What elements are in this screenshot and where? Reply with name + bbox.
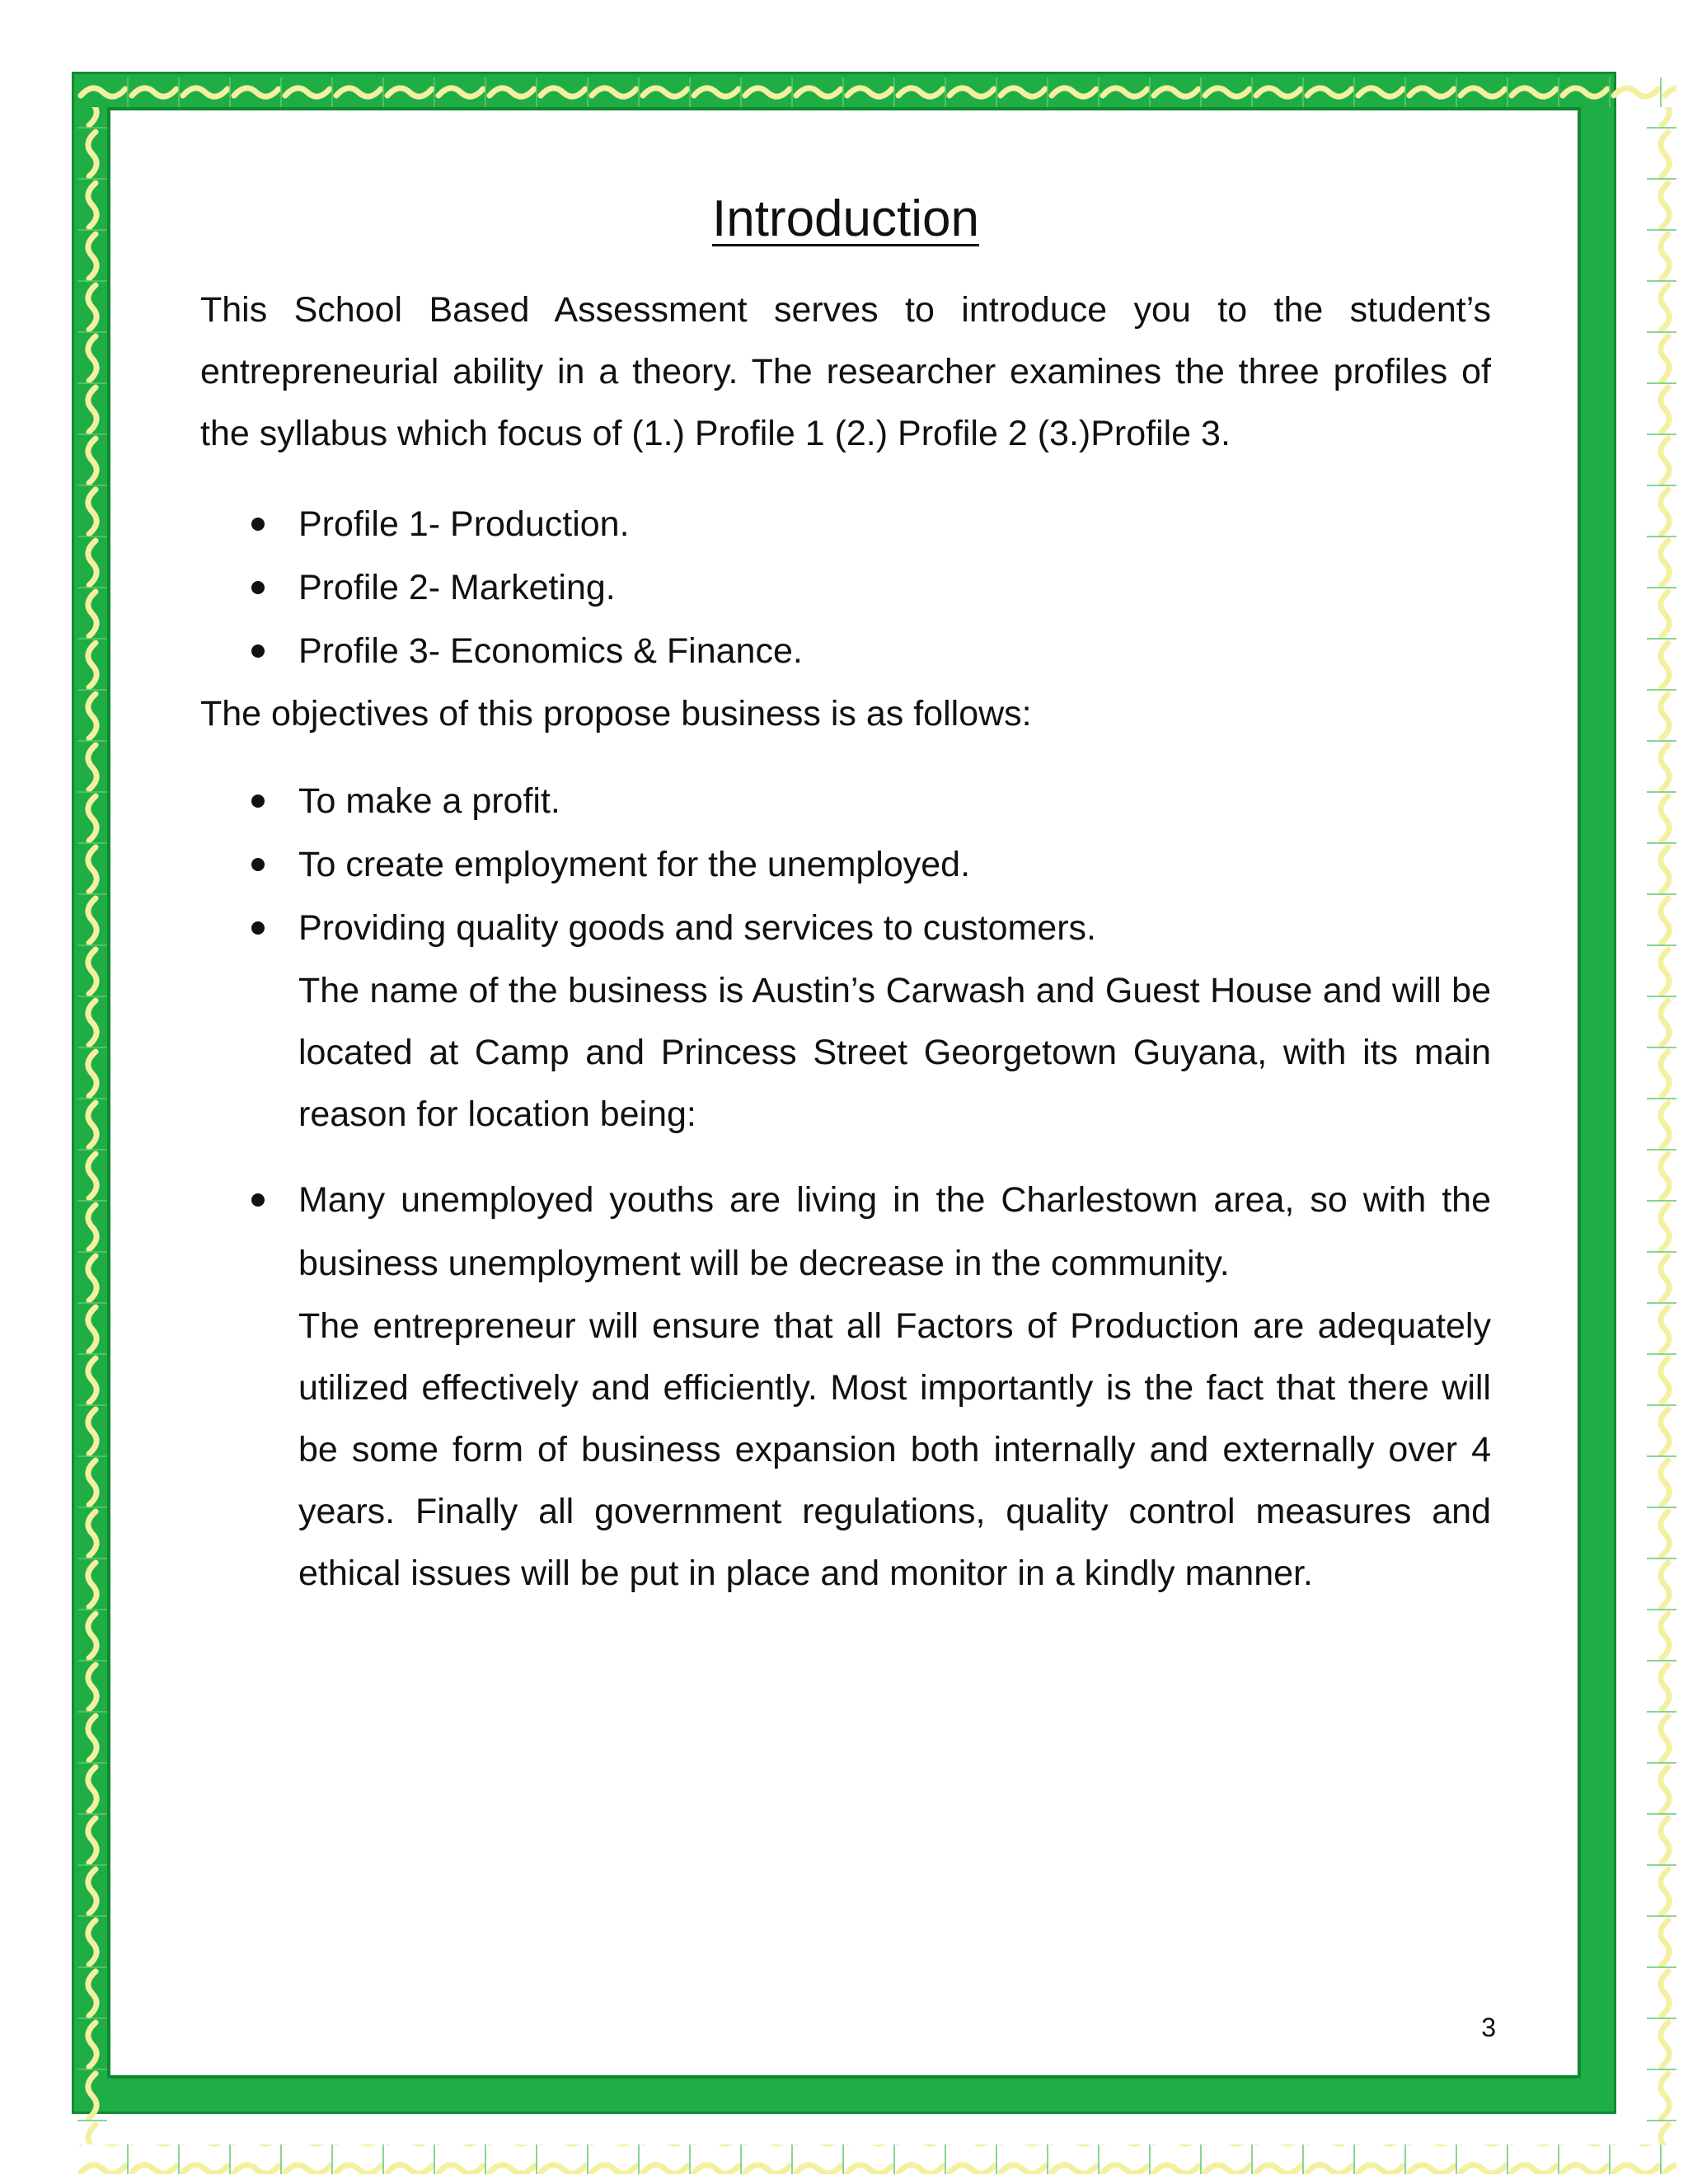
page-number: 3 [1481,2013,1496,2042]
location-reasons-list [200,1169,1491,1296]
list-item: To create employment for the unemployed. [200,833,1491,897]
page-content [200,190,1491,1605]
list-item: Many unemployed youths are living in the Charlestown area, so with the business unemployment will be decrease in the community. [200,1169,1491,1296]
closing-paragraph: The entrepreneur will ensure that all Factors of Production are adequately utilized effectively and efficiently. Most importantly is the fact that there will be some form of business expansion both internally and externally over 4 years. Finally all government regulations, quality control measures and ethical issues will be put in place and monitor in a kindly manner. [298,1306,1491,1593]
list-item: Profile 2- Marketing. [200,556,1491,620]
list-item: To make a profit. [200,770,1491,833]
objectives-heading: The objectives of this propose business is as follows: [200,694,1032,733]
business-paragraph: The name of the business is Austin’s Carwash and Guest House and will be located at Camp and Princess Street Georgetown Guyana, with its main reason for location being: [298,971,1491,1134]
list-item: Profile 1- Production. [200,493,1491,556]
profiles-list [200,493,1491,683]
intro-paragraph: This School Based Assessment serves to introduce you to the student’s entrepreneurial ability in a theory. The researcher examines the three profiles of the syllabus which focus of (1.) Profile 1 (2.) Profile 2 (3.)Profile 3. [200,290,1491,453]
list-item: Profile 3- Economics & Finance. [200,620,1491,683]
page-title: Introduction [712,190,979,247]
objectives-list [200,770,1491,960]
list-item: Providing quality goods and services to customers. [200,897,1491,960]
